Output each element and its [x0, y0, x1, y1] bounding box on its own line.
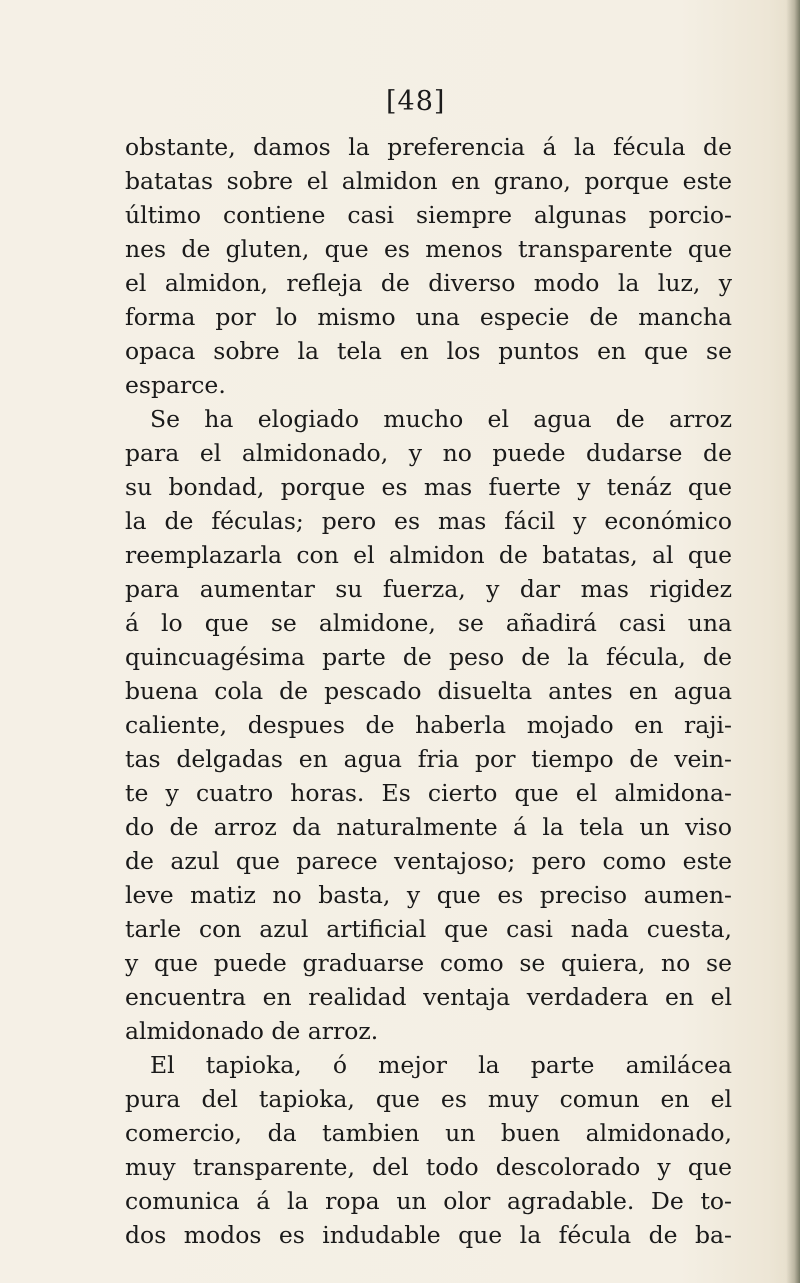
- text-line: leve matiz no basta, y que es preciso aumen-: [125, 881, 732, 909]
- text-line: tarle con azul artificial que casi nada cuesta,: [125, 915, 732, 943]
- text-line: para aumentar su fuerza, y dar mas rigidez: [125, 575, 732, 603]
- text-line: reemplazarla con el almidon de batatas, al que: [125, 541, 732, 569]
- text-line: Se ha elogiado mucho el agua de arroz: [150, 405, 732, 433]
- page-edge-shadow: [786, 0, 800, 1283]
- text-line: muy transparente, del todo descolorado y que: [125, 1153, 732, 1181]
- text-line: pura del tapioka, que es muy comun en el: [125, 1085, 732, 1113]
- text-line: almidonado de arroz.: [125, 1017, 379, 1045]
- text-line: quincuagésima parte de peso de la fécula, de: [125, 643, 732, 671]
- text-line: comercio, da tambien un buen almidonado,: [125, 1119, 732, 1147]
- text-line: el almidon, refleja de diverso modo la luz, y: [125, 269, 732, 297]
- text-line: do de arroz da naturalmente á la tela un viso: [125, 813, 732, 841]
- text-line: opaca sobre la tela en los puntos en que se: [125, 337, 732, 365]
- text-line: para el almidonado, y no puede dudarse de: [125, 439, 732, 467]
- text-line: nes de gluten, que es menos transparente que: [125, 235, 732, 263]
- text-line: encuentra en realidad ventaja verdadera en el: [125, 983, 732, 1011]
- text-line: su bondad, porque es mas fuerte y tenáz que: [125, 473, 732, 501]
- text-line: esparce.: [125, 371, 226, 399]
- text-line: dos modos es indudable que la fécula de ba-: [125, 1221, 732, 1249]
- text-line: comunica á la ropa un olor agradable. De to-: [125, 1187, 732, 1215]
- text-line: buena cola de pescado disuelta antes en agua: [125, 677, 732, 705]
- text-line: á lo que se almidone, se añadirá casi una: [125, 609, 732, 637]
- text-line: te y cuatro horas. Es cierto que el almidona-: [125, 779, 732, 807]
- page-number: [48]: [386, 86, 446, 117]
- text-line: El tapioka, ó mejor la parte amilácea: [150, 1051, 732, 1079]
- text-line: forma por lo mismo una especie de mancha: [125, 303, 732, 331]
- text-line: y que puede graduarse como se quiera, no se: [125, 949, 732, 977]
- text-line: batatas sobre el almidon en grano, porque este: [125, 167, 732, 195]
- text-line: de azul que parece ventajoso; pero como este: [125, 847, 732, 875]
- text-line: caliente, despues de haberla mojado en raji-: [125, 711, 732, 739]
- text-line: la de féculas; pero es mas fácil y económico: [125, 507, 732, 535]
- text-line: tas delgadas en agua fria por tiempo de vein-: [125, 745, 732, 773]
- text-line: obstante, damos la preferencia á la fécula de: [125, 133, 732, 161]
- text-line: último contiene casi siempre algunas porcio-: [125, 201, 732, 229]
